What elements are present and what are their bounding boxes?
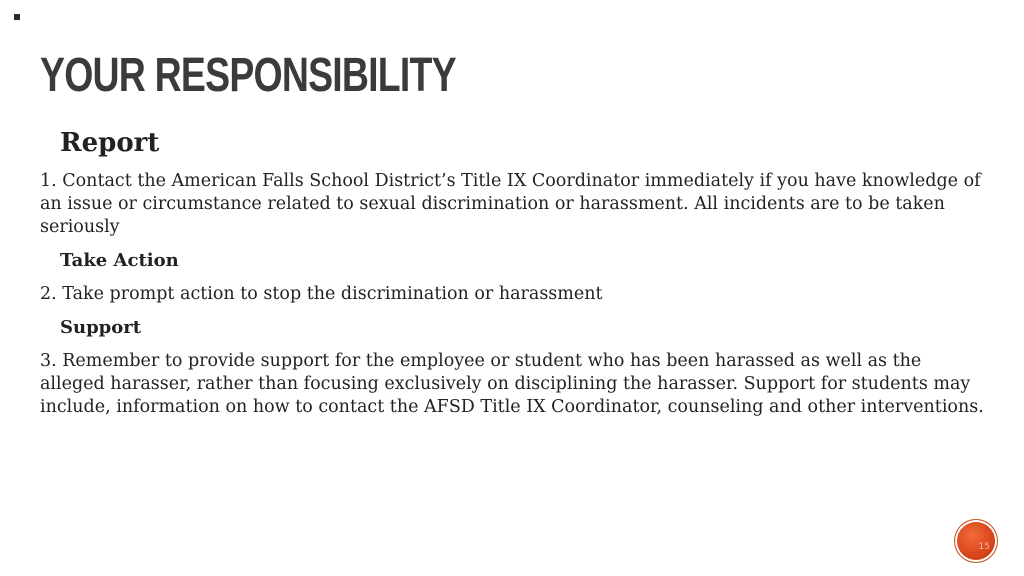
section-text-report: 1. Contact the American Falls School District’s Title IX Coordinator immediately if you have knowledge of an issue or circumstance related to sexual discrimination or harassment. All incidents are to be taken seriously bbox=[40, 171, 981, 237]
slide-title: YOUR RESPONSIBILITY bbox=[40, 49, 456, 102]
title-bullet-marker bbox=[14, 14, 20, 20]
slide-body bbox=[40, 126, 984, 419]
section-heading-take-action: Take Action bbox=[60, 250, 179, 271]
section-heading-report: Report bbox=[60, 128, 160, 158]
section-text-support: 3. Remember to provide support for the employee or student who has been harassed as well as the alleged harasser, rather than focusing exclusively on disciplining the harasser. Support for students may include, information on how to contact the AFSD Title IX Coordinator, counseling and other interventions. bbox=[40, 351, 984, 417]
section-heading-support: Support bbox=[60, 317, 142, 338]
slide-number: 15 bbox=[978, 542, 990, 552]
slide-number-badge bbox=[957, 522, 995, 560]
section-text-take-action: 2. Take prompt action to stop the discrimination or harassment bbox=[40, 284, 603, 304]
